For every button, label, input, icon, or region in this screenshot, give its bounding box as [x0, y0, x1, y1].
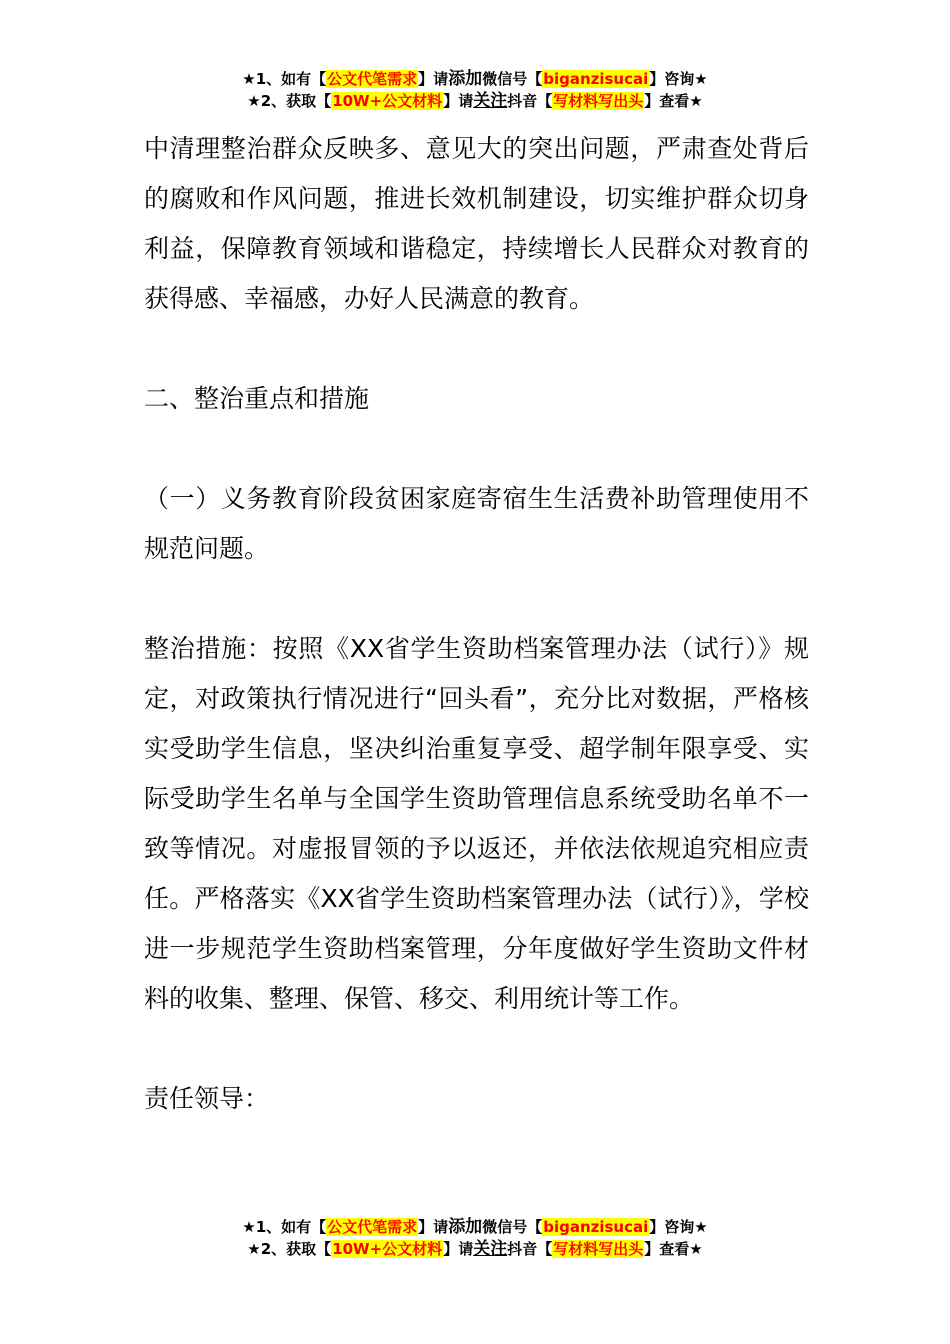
paragraph-gap	[144, 1024, 809, 1074]
promo-text: 】查看★	[644, 1240, 703, 1258]
promo-line-2	[0, 90, 950, 112]
promo-banner-bottom	[0, 1216, 950, 1260]
paragraph-gap	[144, 574, 809, 624]
promo-douyin-id: 写材料写出头	[553, 92, 644, 110]
item-measures: 整治措施：按照《XX省学生资助档案管理办法（试行）》规定，对政策执行情况进行“回头看”，充分比对数据，严格核实受助学生信息，坚决纠治重复享受、超学制年限享受、实际受助学生名单与全国学生资助管理信息系统受助名单不一致等情况。对虚报冒领的予以返还，并依法依规追究相应责任。严格落实《XX省学生资助档案管理办法（试行）》，学校进一步规范学生资助档案管理，分年度做好学生资助文件材料的收集、整理、保管、移交、利用统计等工作。	[144, 634, 809, 1013]
promo-douyin-id: 写材料写出头	[553, 1240, 644, 1258]
promo-line-1	[0, 1216, 950, 1238]
promo-wechat-id: biganzisucai	[543, 1218, 649, 1236]
paragraph-gap	[144, 424, 809, 474]
promo-text: ★2、获取【	[247, 92, 332, 110]
promo-text: 】查看★	[644, 92, 703, 110]
promo-wechat-id: biganzisucai	[543, 70, 649, 88]
promo-text: 】请	[443, 1240, 474, 1258]
promo-emphasis: 关注	[473, 91, 508, 111]
promo-text: 】请	[443, 92, 474, 110]
paragraph-gap	[144, 324, 809, 374]
promo-text: 抖音【	[507, 92, 553, 110]
document-body	[144, 124, 809, 1124]
promo-text: 微信号【	[482, 70, 543, 88]
promo-text: 】咨询★	[649, 1218, 708, 1236]
section-heading: 二、整治重点和措施	[144, 384, 370, 413]
promo-line-1	[0, 68, 950, 90]
promo-banner-top	[0, 68, 950, 112]
promo-highlight: 10W+公文材料	[332, 92, 443, 110]
promo-highlight: 10W+公文材料	[332, 1240, 443, 1258]
promo-text: 】请	[418, 70, 449, 88]
promo-text: ★2、获取【	[247, 1240, 332, 1258]
promo-text: 微信号【	[482, 1218, 543, 1236]
promo-text: ★1、如有【	[242, 1218, 327, 1236]
item-title: （一）义务教育阶段贫困家庭寄宿生生活费补助管理使用不规范问题。	[144, 484, 809, 563]
promo-highlight: 公文代笔需求	[327, 1218, 418, 1236]
promo-line-2	[0, 1238, 950, 1260]
promo-emphasis: 添加	[448, 69, 483, 89]
promo-text: 抖音【	[507, 1240, 553, 1258]
promo-emphasis: 关注	[473, 1239, 508, 1259]
paragraph-intro-tail: 中清理整治群众反映多、意见大的突出问题，严肃查处背后的腐败和作风问题，推进长效机制建设，切实维护群众切身利益，保障教育领域和谐稳定，持续增长人民群众对教育的获得感、幸福感，办好人民满意的教育。	[144, 134, 809, 313]
responsible-leader-label: 责任领导：	[144, 1084, 270, 1113]
promo-emphasis: 添加	[448, 1217, 483, 1237]
promo-highlight: 公文代笔需求	[327, 70, 418, 88]
promo-text: ★1、如有【	[242, 70, 327, 88]
promo-text: 】咨询★	[649, 70, 708, 88]
promo-text: 】请	[418, 1218, 449, 1236]
